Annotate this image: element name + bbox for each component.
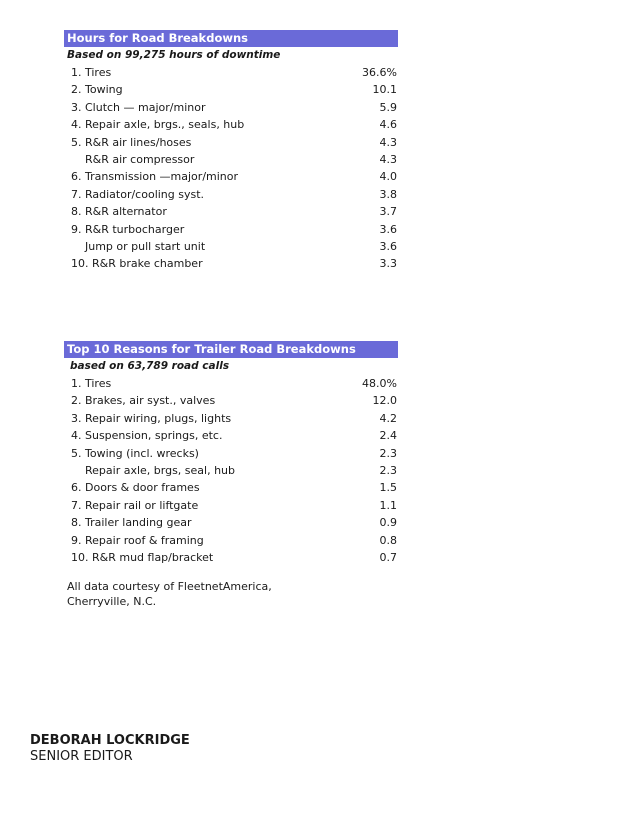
row-label: 3. Repair wiring, plugs, lights — [71, 411, 232, 425]
road-breakdowns-table — [64, 30, 398, 273]
table-row — [64, 392, 398, 409]
table-row — [64, 186, 398, 203]
row-value: 2.4 — [379, 429, 397, 443]
table-row — [64, 64, 398, 81]
row-value: 4.0 — [379, 170, 397, 184]
row-value: 2.3 — [379, 463, 397, 477]
table-row — [64, 532, 398, 549]
table-row — [64, 221, 398, 238]
row-label: 10. R&R mud flap/bracket — [71, 550, 214, 564]
table-row — [64, 168, 398, 185]
row-value: 3.3 — [379, 257, 397, 271]
row-value: 3.8 — [379, 187, 397, 201]
table-row — [64, 203, 398, 220]
row-label: 7. Repair rail or liftgate — [71, 498, 199, 512]
note-line: All data courtesy of FleetnetAmerica, — [67, 580, 272, 593]
row-value: 3.6 — [379, 222, 397, 236]
note-line: Cherryville, N.C. — [67, 594, 157, 608]
row-label: 2. Towing — [71, 83, 123, 97]
table-row — [64, 497, 398, 514]
table-title: Top 10 Reasons for Trailer Road Breakdowns — [64, 341, 398, 358]
row-label: R&R air compressor — [85, 152, 195, 166]
table-subtitle: Based on 99,275 hours of downtime — [67, 49, 281, 61]
table-row — [64, 375, 398, 392]
row-label: 5. R&R air lines/hoses — [71, 135, 192, 149]
row-value: 1.1 — [379, 498, 397, 512]
data-credit-note — [67, 580, 272, 609]
author-title: SENIOR EDITOR — [30, 749, 133, 764]
row-label: Jump or pull start unit — [85, 239, 206, 253]
row-value: 2.3 — [379, 446, 397, 460]
author-byline — [30, 733, 190, 765]
row-value: 4.3 — [379, 152, 397, 166]
row-value: 3.7 — [379, 205, 397, 219]
table-row — [64, 116, 398, 133]
row-label: 5. Towing (incl. wrecks) — [71, 446, 199, 460]
table-row — [64, 99, 398, 116]
row-value: 0.7 — [379, 550, 397, 564]
row-label: 7. Radiator/cooling syst. — [71, 187, 205, 201]
row-label: Repair axle, brgs, seal, hub — [85, 463, 236, 477]
row-value: 36.6% — [362, 66, 397, 79]
table-row — [64, 410, 398, 427]
row-label: 9. Repair roof & framing — [71, 533, 204, 547]
row-label: 8. Trailer landing gear — [71, 516, 192, 530]
table-subtitle: based on 63,789 road calls — [70, 360, 230, 372]
trailer-breakdowns-table — [64, 341, 398, 566]
table-row — [64, 134, 398, 151]
author-name: DEBORAH LOCKRIDGE — [30, 733, 190, 748]
row-value: 12.0 — [372, 394, 397, 408]
table-row — [64, 427, 398, 444]
row-value: 4.3 — [379, 135, 397, 149]
table-row — [64, 255, 398, 272]
row-label: 4. Repair axle, brgs., seals, hub — [71, 118, 245, 132]
row-label: 1. Tires — [71, 66, 112, 79]
row-value: 10.1 — [372, 83, 397, 97]
row-value: 0.8 — [379, 533, 397, 547]
row-value: 48.0% — [362, 377, 397, 390]
row-value: 5.9 — [379, 100, 397, 114]
table-row — [64, 514, 398, 531]
table-row — [64, 462, 398, 479]
row-label: 6. Doors & door frames — [71, 481, 200, 495]
table-row — [64, 151, 398, 168]
table-row — [64, 445, 398, 462]
table-row — [64, 81, 398, 98]
row-label: 9. R&R turbocharger — [71, 222, 185, 236]
row-value: 4.2 — [379, 411, 397, 425]
table-row — [64, 549, 398, 566]
row-value: 1.5 — [379, 481, 397, 495]
row-label: 2. Brakes, air syst., valves — [71, 394, 216, 408]
table-row — [64, 479, 398, 496]
row-label: 3. Clutch — major/minor — [71, 100, 206, 114]
row-label: 8. R&R alternator — [71, 205, 167, 219]
table-title: Hours for Road Breakdowns — [64, 30, 398, 47]
row-label: 6. Transmission —major/minor — [71, 170, 239, 184]
row-label: 4. Suspension, springs, etc. — [71, 429, 223, 443]
row-label: 1. Tires — [71, 377, 112, 390]
row-label: 10. R&R brake chamber — [71, 257, 203, 271]
row-value: 0.9 — [379, 516, 397, 530]
row-value: 3.6 — [379, 239, 397, 253]
table-row — [64, 238, 398, 255]
row-value: 4.6 — [379, 118, 397, 132]
